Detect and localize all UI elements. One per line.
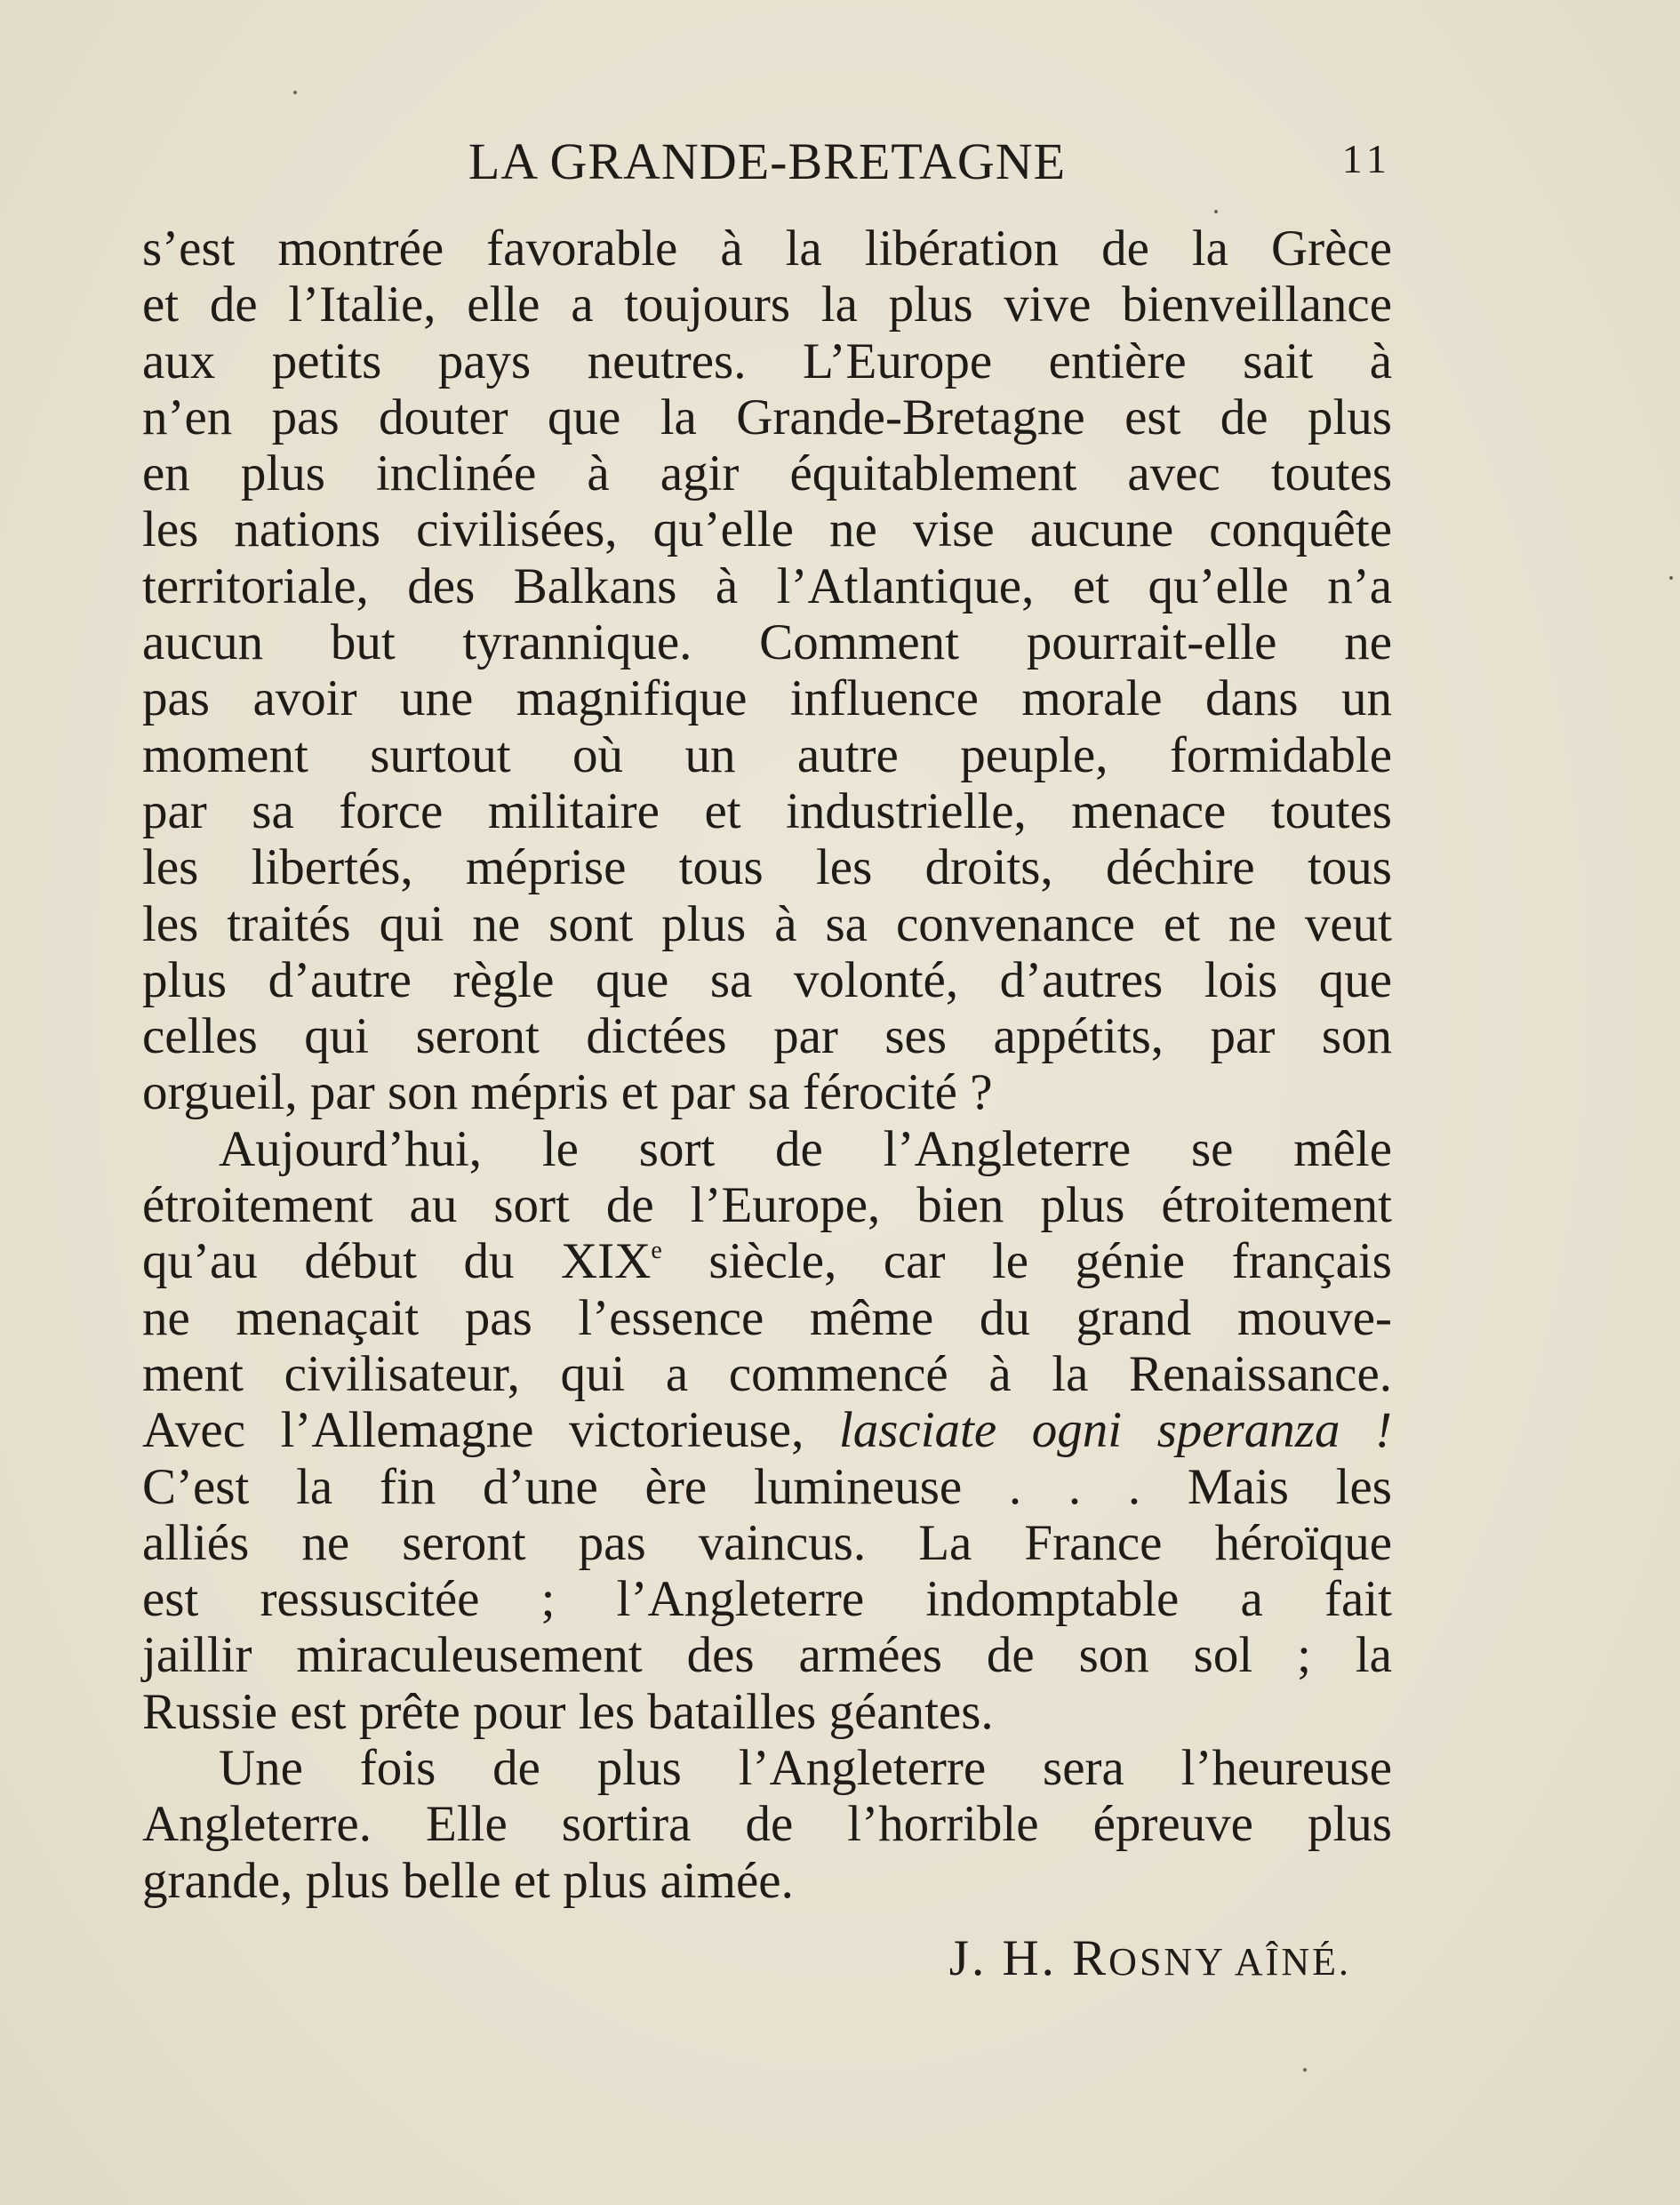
text-line: alliés ne seront pas vaincus. La France héroïque	[142, 1514, 1392, 1571]
text-line: et de l’Italie, elle a toujours la plus vive bienveillance	[142, 277, 1392, 333]
paper-speck	[1214, 210, 1218, 213]
text-line: moment surtout où un autre peuple, formidable	[142, 726, 1392, 783]
text-line: Russie est prête pour les batailles géantes.	[142, 1683, 994, 1740]
author-signature	[949, 1929, 1351, 1987]
text-line: en plus inclinée à agir équitablement avec toutes	[142, 445, 1392, 502]
text-line: ne menaçait pas l’essence même du grand mouve-	[142, 1289, 1392, 1346]
text-line: les nations civilisées, qu’elle ne vise aucune conquête	[142, 501, 1392, 558]
text-line: celles qui seront dictées par ses appétits, par son	[142, 1008, 1392, 1065]
text-line: territoriale, des Balkans à l’Atlantique, et qu’elle n’a	[142, 557, 1392, 614]
text-line-paragraph-start: Une fois de plus l’Angleterre sera l’heureuse	[219, 1740, 1392, 1797]
text-line: les libertés, méprise tous les droits, déchire tous	[142, 839, 1392, 896]
text-line: est ressuscitée ; l’Angleterre indomptable a fait	[142, 1571, 1392, 1628]
text-line: aucun but tyrannique. Comment pourrait-elle ne	[142, 614, 1392, 671]
text-line	[142, 1402, 1392, 1458]
italic-quotation: lasciate ogni speranza !	[838, 1402, 1392, 1459]
text-line: plus d’autre règle que sa volonté, d’autres lois que	[142, 951, 1392, 1008]
text-fragment: siècle, car le génie français	[661, 1233, 1392, 1290]
text-line: Angleterre. Elle sortira de l’horrible épreuve plus	[142, 1796, 1392, 1853]
text-line: aux petits pays neutres. L’Europe entière sait à	[142, 333, 1392, 389]
text-fragment: Avec l’Allemagne victorieuse,	[142, 1402, 839, 1459]
body-text	[142, 220, 1392, 1909]
text-line: ment civilisateur, qui a commencé à la Renaissance.	[142, 1345, 1392, 1402]
text-line: les traités qui ne sont plus à sa convenance et ne veut	[142, 895, 1392, 952]
text-line	[142, 1233, 1392, 1289]
running-head	[142, 132, 1392, 194]
text-line: pas avoir une magnifique influence morale dans un	[142, 670, 1392, 727]
superscript-e: e	[651, 1237, 662, 1265]
text-line: orgueil, par son mépris et par sa férocité ?	[142, 1064, 993, 1121]
paper-speck	[1669, 576, 1673, 580]
text-line: n’en pas douter que la Grande-Bretagne est de plus	[142, 389, 1392, 445]
page-number: 11	[1341, 136, 1392, 181]
text-line: jaillir miraculeusement des armées de son sol ; la	[142, 1627, 1392, 1684]
signature-name: OSNY AÎNÉ.	[1108, 1940, 1351, 1984]
text-line-paragraph-start: Aujourd’hui, le sort de l’Angleterre se mêle	[219, 1120, 1392, 1177]
paper-speck	[293, 91, 297, 94]
text-fragment: qu’au début du XIX	[142, 1233, 652, 1290]
running-title: LA GRANDE-BRETAGNE	[468, 132, 1067, 190]
text-line: étroitement au sort de l’Europe, bien plus étroitement	[142, 1177, 1392, 1234]
text-line: par sa force militaire et industrielle, menace toutes	[142, 782, 1392, 839]
signature-initials: J. H. R	[948, 1930, 1109, 1986]
paper-speck	[1303, 2068, 1307, 2072]
text-line: grande, plus belle et plus aimée.	[142, 1852, 794, 1909]
text-line: s’est montrée favorable à la libération de la Grèce	[142, 220, 1392, 277]
text-line: C’est la fin d’une ère lumineuse . . . Mais les	[142, 1458, 1392, 1515]
